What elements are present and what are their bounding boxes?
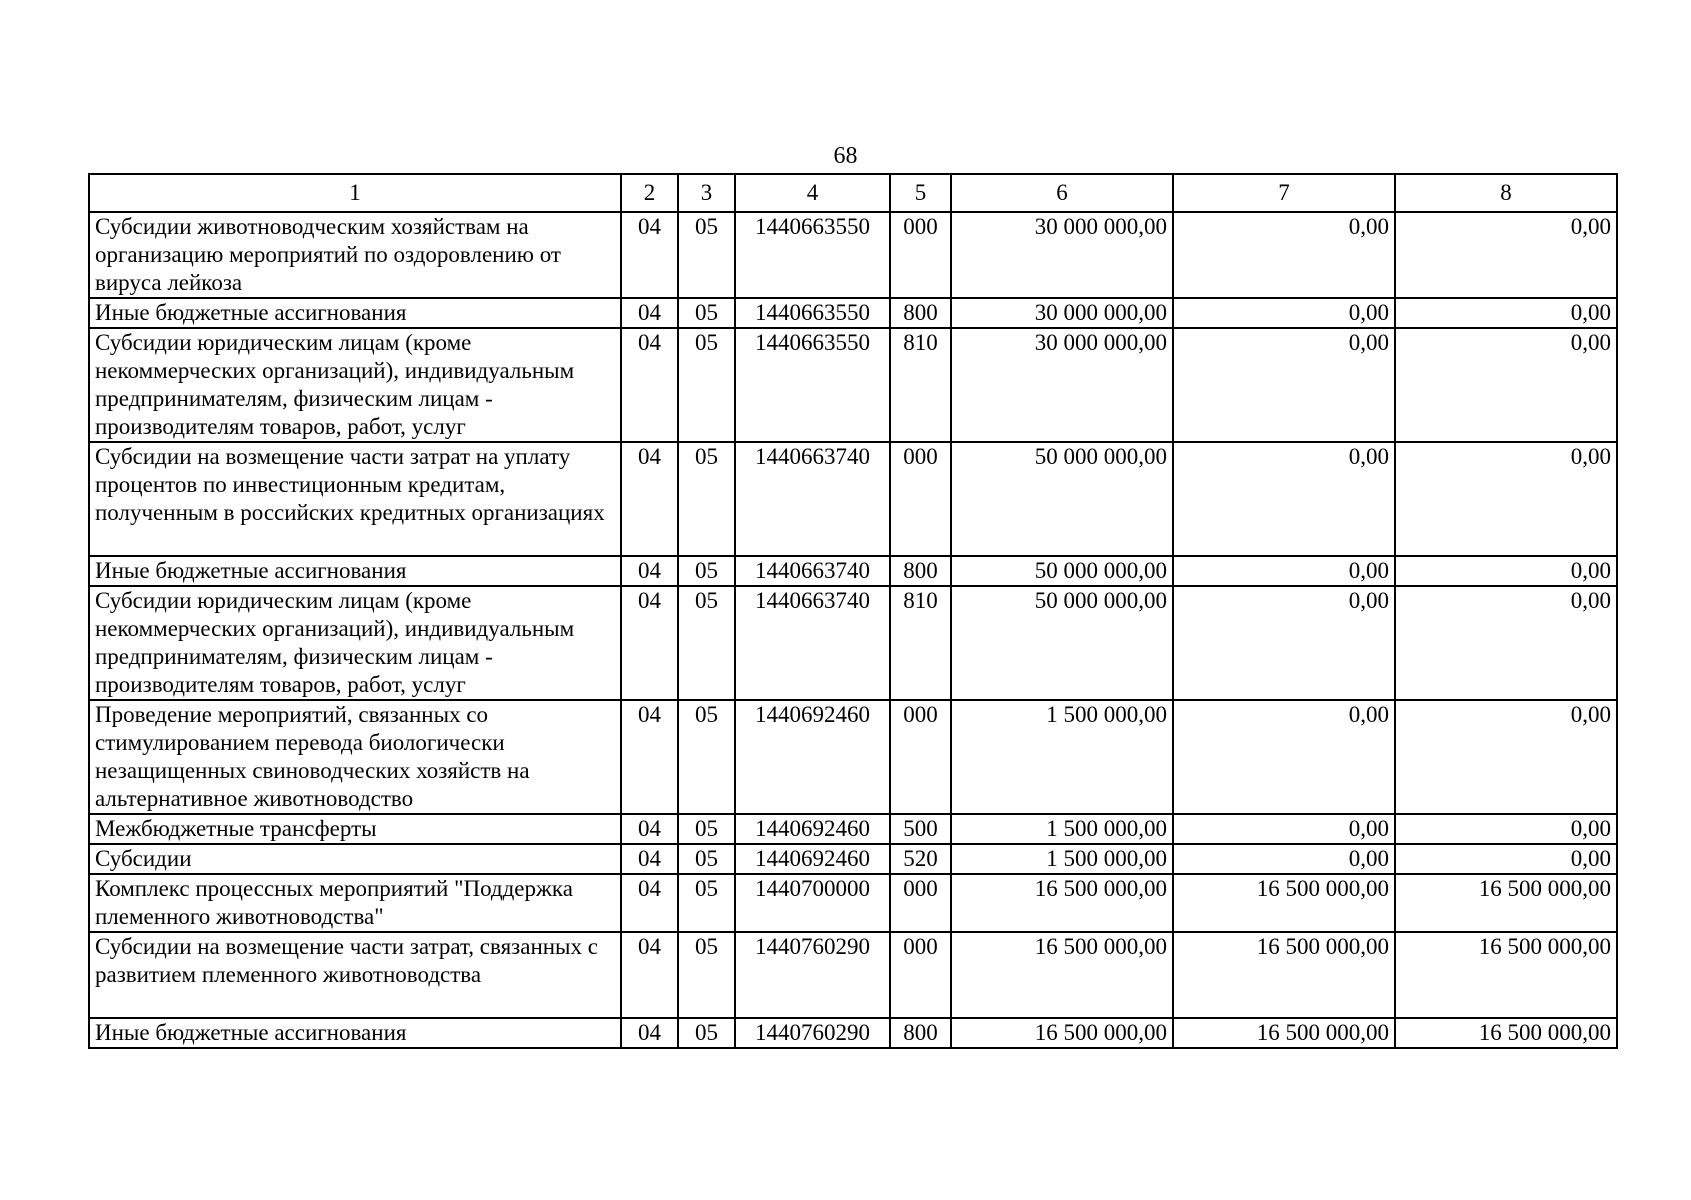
subsection-code: 05 [678,814,735,844]
amount-col8: 0,00 [1395,556,1617,586]
column-header: 8 [1395,174,1617,212]
section-code: 04 [621,814,678,844]
table-row [89,298,1617,328]
target-article-code: 1440663740 [735,442,890,556]
subsection-code: 05 [678,212,735,298]
amount-col7: 16 500 000,00 [1173,874,1395,932]
amount-col8: 0,00 [1395,814,1617,844]
section-code: 04 [621,844,678,874]
amount-col7: 0,00 [1173,298,1395,328]
amount-col7: 16 500 000,00 [1173,932,1395,1018]
amount-col8: 0,00 [1395,328,1617,442]
row-name: Субсидии [89,844,621,874]
section-code: 04 [621,932,678,1018]
table-row [89,932,1617,1018]
subsection-code: 05 [678,1018,735,1048]
amount-col6: 1 500 000,00 [951,700,1173,814]
header-row [89,174,1617,212]
amount-col8: 0,00 [1395,700,1617,814]
expense-type-code: 810 [890,586,951,700]
row-name: Субсидии юридическим лицам (кроме некоммерческих организаций), индивидуальным предпринимателям, физическим лицам - производителям товаров, работ, услуг [89,586,621,700]
page-number: 68 [833,143,858,169]
column-header: 1 [89,174,621,212]
expense-type-code: 000 [890,212,951,298]
expense-type-code: 000 [890,874,951,932]
column-header: 7 [1173,174,1395,212]
subsection-code: 05 [678,556,735,586]
subsection-code: 05 [678,874,735,932]
amount-col7: 0,00 [1173,328,1395,442]
expense-type-code: 520 [890,844,951,874]
amount-col6: 1 500 000,00 [951,814,1173,844]
amount-col6: 30 000 000,00 [951,298,1173,328]
amount-col6: 16 500 000,00 [951,874,1173,932]
table-row [89,586,1617,700]
amount-col7: 0,00 [1173,442,1395,556]
amount-col7: 0,00 [1173,586,1395,700]
subsection-code: 05 [678,328,735,442]
row-name: Иные бюджетные ассигнования [89,556,621,586]
subsection-code: 05 [678,586,735,700]
table-row [89,874,1617,932]
target-article-code: 1440760290 [735,932,890,1018]
amount-col6: 16 500 000,00 [951,932,1173,1018]
target-article-code: 1440692460 [735,844,890,874]
amount-col8: 16 500 000,00 [1395,1018,1617,1048]
table-row [89,814,1617,844]
expense-type-code: 800 [890,1018,951,1048]
target-article-code: 1440700000 [735,874,890,932]
table-row [89,212,1617,298]
row-name: Иные бюджетные ассигнования [89,298,621,328]
section-code: 04 [621,556,678,586]
target-article-code: 1440692460 [735,814,890,844]
target-article-code: 1440760290 [735,1018,890,1048]
column-header: 5 [890,174,951,212]
expense-type-code: 500 [890,814,951,844]
amount-col7: 16 500 000,00 [1173,1018,1395,1048]
amount-col6: 30 000 000,00 [951,328,1173,442]
amount-col6: 50 000 000,00 [951,586,1173,700]
section-code: 04 [621,212,678,298]
row-name: Проведение мероприятий, связанных со стимулированием перевода биологически незащищенных свиноводческих хозяйств на альтернативное животноводство [89,700,621,814]
table-row [89,844,1617,874]
column-header: 3 [678,174,735,212]
table-row [89,442,1617,556]
expense-type-code: 000 [890,700,951,814]
row-name: Субсидии на возмещение части затрат, связанных с развитием племенного животноводства [89,932,621,1018]
row-name: Межбюджетные трансферты [89,814,621,844]
expense-type-code: 000 [890,932,951,1018]
row-name: Субсидии юридическим лицам (кроме некоммерческих организаций), индивидуальным предпринимателям, физическим лицам - производителям товаров, работ, услуг [89,328,621,442]
table-row [89,700,1617,814]
section-code: 04 [621,586,678,700]
row-name: Иные бюджетные ассигнования [89,1018,621,1048]
amount-col6: 1 500 000,00 [951,844,1173,874]
amount-col8: 16 500 000,00 [1395,874,1617,932]
amount-col7: 0,00 [1173,556,1395,586]
target-article-code: 1440663740 [735,586,890,700]
section-code: 04 [621,1018,678,1048]
amount-col6: 50 000 000,00 [951,442,1173,556]
amount-col8: 16 500 000,00 [1395,932,1617,1018]
column-header: 4 [735,174,890,212]
table-row [89,556,1617,586]
amount-col7: 0,00 [1173,814,1395,844]
expense-type-code: 000 [890,442,951,556]
amount-col6: 16 500 000,00 [951,1018,1173,1048]
column-header: 6 [951,174,1173,212]
amount-col7: 0,00 [1173,212,1395,298]
subsection-code: 05 [678,298,735,328]
target-article-code: 1440663550 [735,212,890,298]
section-code: 04 [621,442,678,556]
expense-type-code: 800 [890,556,951,586]
target-article-code: 1440663740 [735,556,890,586]
column-header: 2 [621,174,678,212]
subsection-code: 05 [678,844,735,874]
section-code: 04 [621,874,678,932]
table-row [89,1018,1617,1048]
table-row [89,328,1617,442]
target-article-code: 1440663550 [735,328,890,442]
amount-col6: 50 000 000,00 [951,556,1173,586]
amount-col8: 0,00 [1395,442,1617,556]
subsection-code: 05 [678,932,735,1018]
amount-col8: 0,00 [1395,586,1617,700]
target-article-code: 1440663550 [735,298,890,328]
amount-col7: 0,00 [1173,700,1395,814]
row-name: Субсидии на возмещение части затрат на уплату процентов по инвестиционным кредитам, полученным в российских кредитных организациях [89,442,621,556]
expense-type-code: 810 [890,328,951,442]
amount-col8: 0,00 [1395,298,1617,328]
amount-col6: 30 000 000,00 [951,212,1173,298]
section-code: 04 [621,328,678,442]
budget-table [88,173,1618,1049]
row-name: Комплекс процессных мероприятий "Поддержка племенного животноводства" [89,874,621,932]
subsection-code: 05 [678,700,735,814]
amount-col8: 0,00 [1395,844,1617,874]
amount-col7: 0,00 [1173,844,1395,874]
amount-col8: 0,00 [1395,212,1617,298]
section-code: 04 [621,700,678,814]
expense-type-code: 800 [890,298,951,328]
row-name: Субсидии животноводческим хозяйствам на организацию мероприятий по оздоровлению от вируса лейкоза [89,212,621,298]
target-article-code: 1440692460 [735,700,890,814]
subsection-code: 05 [678,442,735,556]
section-code: 04 [621,298,678,328]
